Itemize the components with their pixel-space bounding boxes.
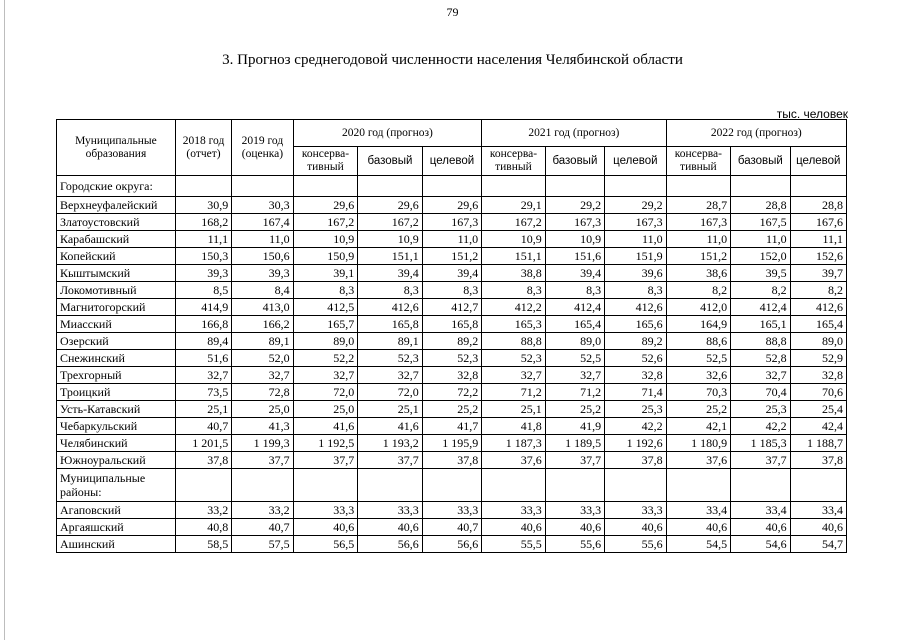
header-2020-base: базовый: [358, 147, 423, 176]
value-cell: 167,2: [293, 214, 358, 231]
value-cell: 151,2: [422, 248, 481, 265]
municipality-name: Ашинский: [57, 536, 176, 553]
value-cell: 41,8: [482, 418, 546, 435]
value-cell: 32,7: [482, 367, 546, 384]
empty-cell: [358, 469, 423, 502]
value-cell: 151,2: [666, 248, 731, 265]
value-cell: 33,3: [605, 502, 666, 519]
value-cell: 412,4: [545, 299, 604, 316]
value-cell: 33,2: [175, 502, 231, 519]
value-cell: 52,3: [422, 350, 481, 367]
value-cell: 165,3: [482, 316, 546, 333]
value-cell: 412,5: [293, 299, 358, 316]
value-cell: 1 188,7: [790, 435, 846, 452]
municipality-name: Трехгорный: [57, 367, 176, 384]
value-cell: 165,7: [293, 316, 358, 333]
value-cell: 39,6: [605, 265, 666, 282]
value-cell: 52,2: [293, 350, 358, 367]
value-cell: 166,2: [232, 316, 293, 333]
value-cell: 89,1: [358, 333, 423, 350]
value-cell: 37,7: [731, 452, 790, 469]
value-cell: 1 180,9: [666, 435, 731, 452]
empty-cell: [175, 176, 231, 197]
value-cell: 25,1: [482, 401, 546, 418]
municipality-name: Златоустовский: [57, 214, 176, 231]
empty-cell: [731, 469, 790, 502]
empty-cell: [358, 176, 423, 197]
value-cell: 37,6: [666, 452, 731, 469]
header-2022-target: целевой: [790, 147, 846, 176]
table-row: [57, 502, 847, 519]
value-cell: 10,9: [482, 231, 546, 248]
table-row: [57, 401, 847, 418]
value-cell: 33,4: [731, 502, 790, 519]
value-cell: 165,4: [545, 316, 604, 333]
value-cell: 56,6: [422, 536, 481, 553]
empty-cell: [666, 176, 731, 197]
value-cell: 8,3: [358, 282, 423, 299]
value-cell: 10,9: [358, 231, 423, 248]
value-cell: 25,3: [731, 401, 790, 418]
value-cell: 8,2: [790, 282, 846, 299]
value-cell: 52,3: [358, 350, 423, 367]
empty-cell: [422, 176, 481, 197]
value-cell: 29,6: [358, 197, 423, 214]
municipality-name: Локомотивный: [57, 282, 176, 299]
value-cell: 165,8: [358, 316, 423, 333]
section-row: [57, 469, 847, 502]
value-cell: 72,2: [422, 384, 481, 401]
value-cell: 150,6: [232, 248, 293, 265]
value-cell: 88,6: [666, 333, 731, 350]
header-2021: 2021 год (прогноз): [482, 120, 666, 147]
value-cell: 151,1: [358, 248, 423, 265]
empty-cell: [482, 176, 546, 197]
value-cell: 414,9: [175, 299, 231, 316]
value-cell: 413,0: [232, 299, 293, 316]
empty-cell: [605, 176, 666, 197]
value-cell: 32,7: [232, 367, 293, 384]
value-cell: 37,7: [545, 452, 604, 469]
value-cell: 39,4: [545, 265, 604, 282]
value-cell: 32,8: [605, 367, 666, 384]
value-cell: 167,3: [666, 214, 731, 231]
table-row: [57, 214, 847, 231]
value-cell: 8,2: [666, 282, 731, 299]
empty-cell: [175, 469, 231, 502]
value-cell: 89,4: [175, 333, 231, 350]
value-cell: 54,5: [666, 536, 731, 553]
value-cell: 42,2: [731, 418, 790, 435]
value-cell: 40,8: [175, 519, 231, 536]
value-cell: 33,3: [358, 502, 423, 519]
municipality-name: Верхнеуфалейский: [57, 197, 176, 214]
empty-cell: [666, 469, 731, 502]
header-2019: 2019 год (оценка): [232, 120, 293, 176]
table-row: [57, 418, 847, 435]
value-cell: 28,8: [731, 197, 790, 214]
empty-cell: [605, 469, 666, 502]
value-cell: 41,3: [232, 418, 293, 435]
value-cell: 11,0: [731, 231, 790, 248]
value-cell: 150,3: [175, 248, 231, 265]
value-cell: 412,7: [422, 299, 481, 316]
value-cell: 89,2: [605, 333, 666, 350]
value-cell: 39,4: [422, 265, 481, 282]
value-cell: 42,1: [666, 418, 731, 435]
value-cell: 52,0: [232, 350, 293, 367]
value-cell: 33,3: [422, 502, 481, 519]
value-cell: 10,9: [545, 231, 604, 248]
value-cell: 32,8: [790, 367, 846, 384]
value-cell: 70,3: [666, 384, 731, 401]
value-cell: 166,8: [175, 316, 231, 333]
value-cell: 72,8: [232, 384, 293, 401]
table-row: [57, 367, 847, 384]
value-cell: 39,7: [790, 265, 846, 282]
value-cell: 52,6: [605, 350, 666, 367]
empty-cell: [545, 176, 604, 197]
value-cell: 56,5: [293, 536, 358, 553]
value-cell: 42,2: [605, 418, 666, 435]
value-cell: 54,7: [790, 536, 846, 553]
value-cell: 40,7: [175, 418, 231, 435]
value-cell: 412,6: [605, 299, 666, 316]
value-cell: 37,7: [232, 452, 293, 469]
value-cell: 28,7: [666, 197, 731, 214]
value-cell: 54,6: [731, 536, 790, 553]
value-cell: 25,0: [232, 401, 293, 418]
value-cell: 1 201,5: [175, 435, 231, 452]
value-cell: 412,2: [482, 299, 546, 316]
value-cell: 52,8: [731, 350, 790, 367]
empty-cell: [482, 469, 546, 502]
value-cell: 55,6: [605, 536, 666, 553]
value-cell: 51,6: [175, 350, 231, 367]
value-cell: 25,4: [790, 401, 846, 418]
value-cell: 8,3: [482, 282, 546, 299]
value-cell: 8,5: [175, 282, 231, 299]
value-cell: 37,6: [482, 452, 546, 469]
header-2020: 2020 год (прогноз): [293, 120, 482, 147]
value-cell: 37,8: [790, 452, 846, 469]
value-cell: 28,8: [790, 197, 846, 214]
value-cell: 25,3: [605, 401, 666, 418]
value-cell: 1 195,9: [422, 435, 481, 452]
value-cell: 25,2: [422, 401, 481, 418]
value-cell: 70,6: [790, 384, 846, 401]
value-cell: 152,0: [731, 248, 790, 265]
value-cell: 32,6: [666, 367, 731, 384]
header-2021-conservative: консерва-тивный: [482, 147, 546, 176]
value-cell: 33,3: [545, 502, 604, 519]
value-cell: 11,0: [666, 231, 731, 248]
value-cell: 151,6: [545, 248, 604, 265]
municipality-name: Озерский: [57, 333, 176, 350]
value-cell: 71,2: [482, 384, 546, 401]
value-cell: 57,5: [232, 536, 293, 553]
table-row: [57, 536, 847, 553]
value-cell: 38,6: [666, 265, 731, 282]
value-cell: 39,1: [293, 265, 358, 282]
value-cell: 56,6: [358, 536, 423, 553]
header-2020-conservative: консерва-тивный: [293, 147, 358, 176]
value-cell: 40,6: [545, 519, 604, 536]
empty-cell: [293, 176, 358, 197]
value-cell: 32,8: [422, 367, 481, 384]
value-cell: 167,2: [358, 214, 423, 231]
value-cell: 33,3: [482, 502, 546, 519]
empty-cell: [790, 469, 846, 502]
value-cell: 89,0: [293, 333, 358, 350]
value-cell: 8,3: [605, 282, 666, 299]
value-cell: 32,7: [358, 367, 423, 384]
value-cell: 10,9: [293, 231, 358, 248]
document-title: 3. Прогноз среднегодовой численности населения Челябинской области: [222, 52, 683, 68]
table-row: [57, 248, 847, 265]
header-municipality: Муниципальные образования: [57, 120, 176, 176]
value-cell: 412,6: [790, 299, 846, 316]
section-label: Муниципальные районы:: [57, 469, 176, 502]
value-cell: 39,3: [232, 265, 293, 282]
value-cell: 11,1: [175, 231, 231, 248]
value-cell: 40,6: [293, 519, 358, 536]
value-cell: 29,6: [293, 197, 358, 214]
value-cell: 71,4: [605, 384, 666, 401]
value-cell: 150,9: [293, 248, 358, 265]
value-cell: 89,2: [422, 333, 481, 350]
value-cell: 52,5: [545, 350, 604, 367]
header-2020-target: целевой: [422, 147, 481, 176]
header-2022: 2022 год (прогноз): [666, 120, 846, 147]
table-row: [57, 231, 847, 248]
value-cell: 37,7: [358, 452, 423, 469]
value-cell: 8,4: [232, 282, 293, 299]
table-row: [57, 197, 847, 214]
value-cell: 8,3: [293, 282, 358, 299]
value-cell: 89,0: [790, 333, 846, 350]
value-cell: 41,6: [293, 418, 358, 435]
value-cell: 167,3: [605, 214, 666, 231]
value-cell: 32,7: [545, 367, 604, 384]
value-cell: 88,8: [482, 333, 546, 350]
value-cell: 72,0: [293, 384, 358, 401]
value-cell: 165,1: [731, 316, 790, 333]
empty-cell: [293, 469, 358, 502]
value-cell: 167,5: [731, 214, 790, 231]
table-row: [57, 519, 847, 536]
value-cell: 40,6: [731, 519, 790, 536]
table-row: [57, 299, 847, 316]
empty-cell: [232, 469, 293, 502]
empty-cell: [790, 176, 846, 197]
value-cell: 1 185,3: [731, 435, 790, 452]
value-cell: 25,2: [545, 401, 604, 418]
municipality-name: Агаповский: [57, 502, 176, 519]
value-cell: 52,5: [666, 350, 731, 367]
value-cell: 1 192,5: [293, 435, 358, 452]
empty-cell: [422, 469, 481, 502]
value-cell: 32,7: [293, 367, 358, 384]
table-row: [57, 452, 847, 469]
value-cell: 33,3: [293, 502, 358, 519]
value-cell: 167,2: [482, 214, 546, 231]
units-label: тыс. человек: [776, 107, 848, 121]
value-cell: 29,2: [545, 197, 604, 214]
value-cell: 8,3: [422, 282, 481, 299]
page-edge-line: [4, 0, 5, 640]
table-body: [57, 176, 847, 553]
value-cell: 1 199,3: [232, 435, 293, 452]
value-cell: 72,0: [358, 384, 423, 401]
value-cell: 25,1: [358, 401, 423, 418]
municipality-name: Кыштымский: [57, 265, 176, 282]
value-cell: 37,8: [175, 452, 231, 469]
page-number: 79: [446, 5, 459, 19]
header-2022-conservative: консерва-тивный: [666, 147, 731, 176]
value-cell: 52,9: [790, 350, 846, 367]
value-cell: 40,6: [790, 519, 846, 536]
value-cell: 52,3: [482, 350, 546, 367]
value-cell: 33,4: [790, 502, 846, 519]
value-cell: 29,6: [422, 197, 481, 214]
header-2022-base: базовый: [731, 147, 790, 176]
section-label: Городские округа:: [57, 176, 176, 197]
value-cell: 37,8: [605, 452, 666, 469]
value-cell: 151,1: [482, 248, 546, 265]
value-cell: 58,5: [175, 536, 231, 553]
value-cell: 11,0: [605, 231, 666, 248]
value-cell: 152,6: [790, 248, 846, 265]
value-cell: 40,6: [666, 519, 731, 536]
value-cell: 33,4: [666, 502, 731, 519]
value-cell: 32,7: [175, 367, 231, 384]
value-cell: 8,3: [545, 282, 604, 299]
table-row: [57, 333, 847, 350]
municipality-name: Аргаяшский: [57, 519, 176, 536]
municipality-name: Миасский: [57, 316, 176, 333]
value-cell: 38,8: [482, 265, 546, 282]
header-2021-base: базовый: [545, 147, 604, 176]
header-2018: 2018 год (отчет): [175, 120, 231, 176]
table-row: [57, 265, 847, 282]
value-cell: 33,2: [232, 502, 293, 519]
value-cell: 8,2: [731, 282, 790, 299]
population-forecast-table: [56, 119, 847, 553]
value-cell: 29,1: [482, 197, 546, 214]
value-cell: 11,1: [790, 231, 846, 248]
municipality-name: Карабашский: [57, 231, 176, 248]
value-cell: 30,9: [175, 197, 231, 214]
value-cell: 1 189,5: [545, 435, 604, 452]
value-cell: 39,5: [731, 265, 790, 282]
value-cell: 40,6: [605, 519, 666, 536]
value-cell: 39,3: [175, 265, 231, 282]
table-row: [57, 384, 847, 401]
value-cell: 1 187,3: [482, 435, 546, 452]
municipality-name: Челябинский: [57, 435, 176, 452]
value-cell: 73,5: [175, 384, 231, 401]
value-cell: 167,3: [422, 214, 481, 231]
value-cell: 40,6: [482, 519, 546, 536]
value-cell: 167,4: [232, 214, 293, 231]
value-cell: 40,6: [358, 519, 423, 536]
value-cell: 25,0: [293, 401, 358, 418]
value-cell: 37,8: [422, 452, 481, 469]
value-cell: 167,3: [545, 214, 604, 231]
table-row: [57, 350, 847, 367]
value-cell: 164,9: [666, 316, 731, 333]
value-cell: 41,9: [545, 418, 604, 435]
value-cell: 88,8: [731, 333, 790, 350]
value-cell: 165,8: [422, 316, 481, 333]
value-cell: 11,0: [422, 231, 481, 248]
table-row: [57, 435, 847, 452]
header-2021-target: целевой: [605, 147, 666, 176]
value-cell: 168,2: [175, 214, 231, 231]
empty-cell: [232, 176, 293, 197]
value-cell: 70,4: [731, 384, 790, 401]
value-cell: 151,9: [605, 248, 666, 265]
value-cell: 39,4: [358, 265, 423, 282]
value-cell: 165,4: [790, 316, 846, 333]
value-cell: 40,7: [232, 519, 293, 536]
value-cell: 167,6: [790, 214, 846, 231]
municipality-name: Чебаркульский: [57, 418, 176, 435]
value-cell: 32,7: [731, 367, 790, 384]
value-cell: 41,6: [358, 418, 423, 435]
value-cell: 55,5: [482, 536, 546, 553]
value-cell: 30,3: [232, 197, 293, 214]
municipality-name: Снежинский: [57, 350, 176, 367]
municipality-name: Копейский: [57, 248, 176, 265]
value-cell: 412,6: [358, 299, 423, 316]
value-cell: 1 192,6: [605, 435, 666, 452]
value-cell: 412,0: [666, 299, 731, 316]
value-cell: 25,2: [666, 401, 731, 418]
value-cell: 55,6: [545, 536, 604, 553]
value-cell: 71,2: [545, 384, 604, 401]
value-cell: 11,0: [232, 231, 293, 248]
empty-cell: [731, 176, 790, 197]
value-cell: 165,6: [605, 316, 666, 333]
value-cell: 40,7: [422, 519, 481, 536]
value-cell: 41,7: [422, 418, 481, 435]
table-row: [57, 282, 847, 299]
value-cell: 42,4: [790, 418, 846, 435]
municipality-name: Южноуральский: [57, 452, 176, 469]
section-row: [57, 176, 847, 197]
value-cell: 412,4: [731, 299, 790, 316]
value-cell: 89,0: [545, 333, 604, 350]
value-cell: 1 193,2: [358, 435, 423, 452]
municipality-name: Троицкий: [57, 384, 176, 401]
value-cell: 89,1: [232, 333, 293, 350]
value-cell: 25,1: [175, 401, 231, 418]
municipality-name: Магнитогорский: [57, 299, 176, 316]
value-cell: 29,2: [605, 197, 666, 214]
empty-cell: [545, 469, 604, 502]
municipality-name: Усть-Катавский: [57, 401, 176, 418]
table-row: [57, 316, 847, 333]
value-cell: 37,7: [293, 452, 358, 469]
